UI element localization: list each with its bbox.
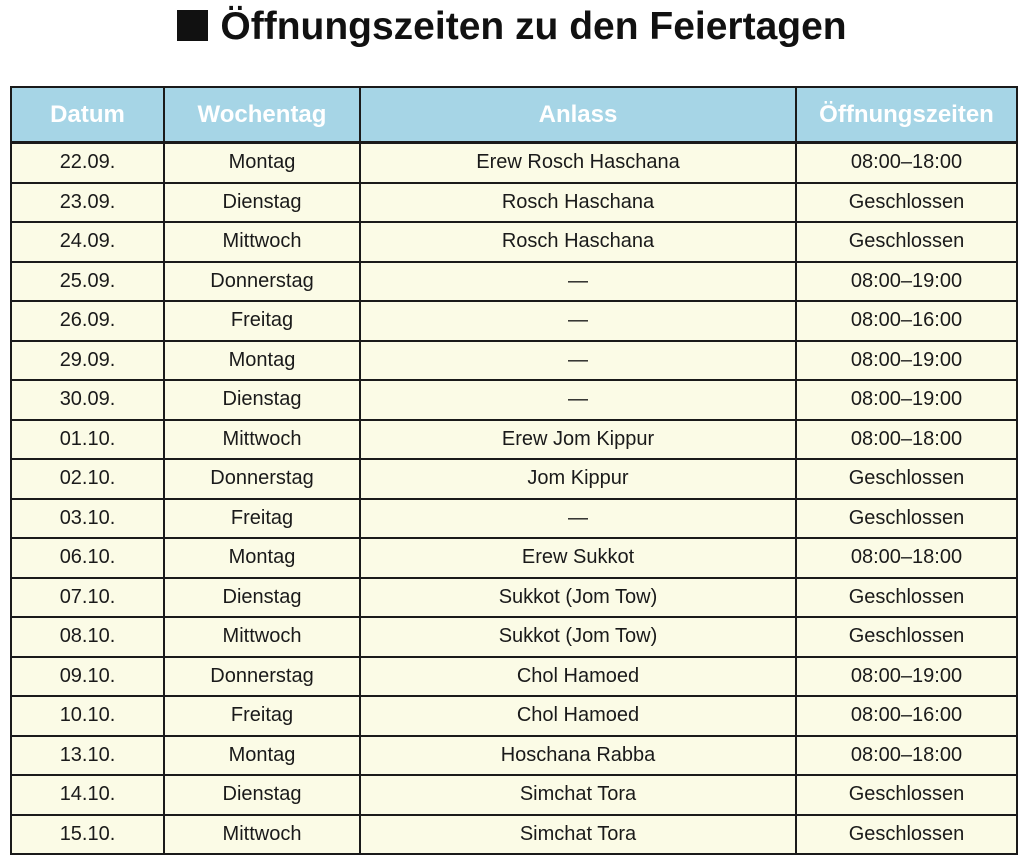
weekday-cell: Donnerstag	[164, 262, 360, 302]
hours-cell: 08:00–16:00	[796, 696, 1017, 736]
weekday-cell: Montag	[164, 538, 360, 578]
date-cell: 01.10.	[11, 420, 164, 460]
hours-cell: Geschlossen	[796, 222, 1017, 262]
occasion-cell: —	[360, 499, 796, 539]
date-cell: 25.09.	[11, 262, 164, 302]
occasion-cell: —	[360, 262, 796, 302]
hours-cell: 08:00–19:00	[796, 380, 1017, 420]
weekday-cell: Freitag	[164, 696, 360, 736]
date-cell: 08.10.	[11, 617, 164, 657]
occasion-cell: Jom Kippur	[360, 459, 796, 499]
weekday-cell: Donnerstag	[164, 459, 360, 499]
column-header-oeffnungszeiten: Öffnungszeiten	[796, 87, 1017, 143]
hours-cell: Geschlossen	[796, 617, 1017, 657]
hours-cell: 08:00–18:00	[796, 420, 1017, 460]
hours-cell: 08:00–16:00	[796, 301, 1017, 341]
weekday-cell: Donnerstag	[164, 657, 360, 697]
date-cell: 03.10.	[11, 499, 164, 539]
table-row	[11, 696, 1017, 736]
date-cell: 15.10.	[11, 815, 164, 855]
table-header-row	[11, 87, 1017, 143]
weekday-cell: Mittwoch	[164, 815, 360, 855]
hours-cell: 08:00–18:00	[796, 538, 1017, 578]
date-cell: 02.10.	[11, 459, 164, 499]
weekday-cell: Dienstag	[164, 578, 360, 618]
date-cell: 06.10.	[11, 538, 164, 578]
table-row	[11, 420, 1017, 460]
weekday-cell: Mittwoch	[164, 617, 360, 657]
date-cell: 10.10.	[11, 696, 164, 736]
table-row	[11, 775, 1017, 815]
table-row	[11, 341, 1017, 381]
date-cell: 29.09.	[11, 341, 164, 381]
column-header-wochentag: Wochentag	[164, 87, 360, 143]
date-cell: 22.09.	[11, 143, 164, 183]
weekday-cell: Freitag	[164, 301, 360, 341]
date-cell: 26.09.	[11, 301, 164, 341]
occasion-cell: Simchat Tora	[360, 775, 796, 815]
holiday-hours-table	[10, 86, 1018, 855]
weekday-cell: Mittwoch	[164, 222, 360, 262]
weekday-cell: Montag	[164, 736, 360, 776]
weekday-cell: Dienstag	[164, 380, 360, 420]
occasion-cell: Rosch Haschana	[360, 183, 796, 223]
table-body	[11, 143, 1017, 855]
hours-cell: 08:00–18:00	[796, 143, 1017, 183]
table-row	[11, 657, 1017, 697]
hours-cell: Geschlossen	[796, 815, 1017, 855]
occasion-cell: Hoschana Rabba	[360, 736, 796, 776]
weekday-cell: Montag	[164, 143, 360, 183]
hours-cell: Geschlossen	[796, 459, 1017, 499]
weekday-cell: Mittwoch	[164, 420, 360, 460]
occasion-cell: Simchat Tora	[360, 815, 796, 855]
hours-cell: Geschlossen	[796, 775, 1017, 815]
occasion-cell: —	[360, 341, 796, 381]
page-title-text: Öffnungszeiten zu den Feiertagen	[220, 5, 847, 48]
occasion-cell: Erew Jom Kippur	[360, 420, 796, 460]
occasion-cell: Erew Rosch Haschana	[360, 143, 796, 183]
date-cell: 09.10.	[11, 657, 164, 697]
date-cell: 23.09.	[11, 183, 164, 223]
date-cell: 30.09.	[11, 380, 164, 420]
table-row	[11, 499, 1017, 539]
occasion-cell: Chol Hamoed	[360, 696, 796, 736]
hours-cell: 08:00–18:00	[796, 736, 1017, 776]
column-header-anlass: Anlass	[360, 87, 796, 143]
table-row	[11, 617, 1017, 657]
date-cell: 24.09.	[11, 222, 164, 262]
weekday-cell: Dienstag	[164, 183, 360, 223]
table-row	[11, 459, 1017, 499]
occasion-cell: Sukkot (Jom Tow)	[360, 617, 796, 657]
hours-cell: 08:00–19:00	[796, 657, 1017, 697]
date-cell: 13.10.	[11, 736, 164, 776]
occasion-cell: Erew Sukkot	[360, 538, 796, 578]
table-row	[11, 736, 1017, 776]
weekday-cell: Dienstag	[164, 775, 360, 815]
page-title	[0, 2, 1024, 52]
column-header-datum: Datum	[11, 87, 164, 143]
black-square-icon	[177, 10, 208, 41]
table-row	[11, 301, 1017, 341]
date-cell: 07.10.	[11, 578, 164, 618]
hours-cell: 08:00–19:00	[796, 341, 1017, 381]
table-row	[11, 143, 1017, 183]
occasion-cell: Sukkot (Jom Tow)	[360, 578, 796, 618]
hours-cell: Geschlossen	[796, 183, 1017, 223]
weekday-cell: Freitag	[164, 499, 360, 539]
occasion-cell: Rosch Haschana	[360, 222, 796, 262]
occasion-cell: Chol Hamoed	[360, 657, 796, 697]
table-row	[11, 380, 1017, 420]
hours-cell: Geschlossen	[796, 499, 1017, 539]
weekday-cell: Montag	[164, 341, 360, 381]
hours-cell: 08:00–19:00	[796, 262, 1017, 302]
occasion-cell: —	[360, 301, 796, 341]
table-row	[11, 578, 1017, 618]
table-row	[11, 183, 1017, 223]
hours-cell: Geschlossen	[796, 578, 1017, 618]
date-cell: 14.10.	[11, 775, 164, 815]
table-row	[11, 538, 1017, 578]
table-row	[11, 262, 1017, 302]
occasion-cell: —	[360, 380, 796, 420]
table-row	[11, 815, 1017, 855]
table-row	[11, 222, 1017, 262]
